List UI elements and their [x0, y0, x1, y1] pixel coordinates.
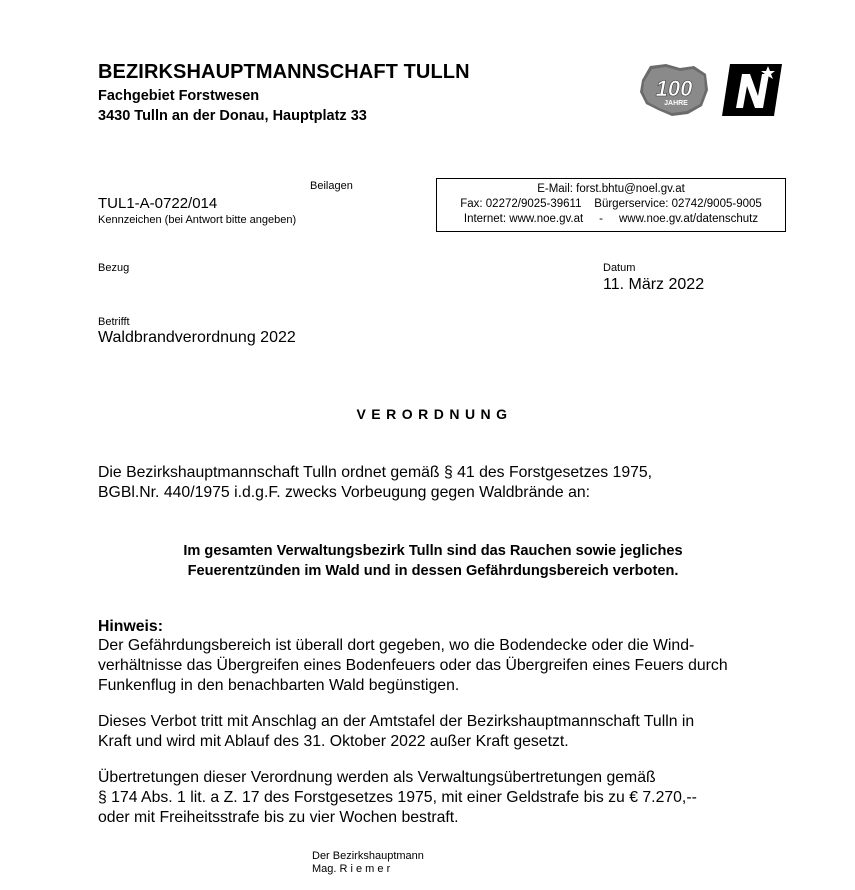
postal-address: 3430 Tulln an der Donau, Hauptplatz 33: [98, 108, 367, 124]
signature-block: [312, 850, 424, 876]
bezug-label: Bezug: [98, 262, 130, 274]
validity-line: Dieses Verbot tritt mit Anschlag an der Amtstafel der Bezirkshauptmannschaft Tulln in: [98, 713, 695, 730]
department-address: [98, 86, 367, 126]
penalty-line: Übertretungen dieser Verordnung werden als Verwaltungsübertretungen gemäß: [98, 769, 656, 786]
hinweis-line: Der Gefährdungsbereich ist überall dort gegeben, wo die Bodendecke oder die Wind-: [98, 637, 695, 654]
validity-line: Kraft und wird mit Ablauf des 31. Oktober 2022 außer Kraft gesetzt.: [98, 733, 569, 750]
logo-jahre-text: JAHRE: [664, 100, 688, 107]
penalty-paragraph: [98, 768, 778, 828]
signature-name: Mag. R i e m e r: [312, 863, 391, 875]
hinweis-paragraph: [98, 636, 778, 696]
department-name: Fachgebiet Forstwesen: [98, 88, 260, 104]
logo-100-text: 100: [655, 76, 693, 101]
decree-paragraph: [98, 541, 768, 581]
hinweis-line: Funkenflug in den benachbarten Wald begünstigen.: [98, 677, 460, 694]
noe-logo: [722, 62, 782, 118]
decree-line: Im gesamten Verwaltungsbezirk Tulln sind das Rauchen sowie jegliches: [183, 543, 683, 559]
100-jahre-logo: [636, 60, 710, 120]
reference-number: TUL1-A-0722/014: [98, 195, 218, 212]
penalty-line: oder mit Freiheitsstrafe bis zu vier Wochen bestraft.: [98, 809, 459, 826]
decree-line: Feuerentzünden im Wald und in dessen Gefährdungsbereich verboten.: [187, 563, 679, 579]
signature-title: Der Bezirkshauptmann: [312, 850, 424, 862]
reference-note: Kennzeichen (bei Antwort bitte angeben): [98, 214, 297, 226]
penalty-line: § 174 Abs. 1 lit. a Z. 17 des Forstgesetzes 1975, mit einer Geldstrafe bis zu € 7.270,--: [98, 789, 697, 806]
contact-email: E-Mail: forst.bhtu@noel.gv.at: [537, 183, 685, 195]
beilagen-label: Beilagen: [310, 180, 353, 192]
authority-name: BEZIRKSHAUPTMANNSCHAFT TULLN: [98, 61, 470, 83]
intro-line: BGBl.Nr. 440/1975 i.d.g.F. zwecks Vorbeugung gegen Waldbrände an:: [98, 484, 591, 501]
document-heading: VERORDNUNG: [356, 406, 513, 422]
hinweis-label: Hinweis:: [98, 618, 163, 635]
contact-box: [436, 178, 786, 232]
contact-fax: Fax: 02272/9025-39611 Bürgerservice: 02742/9005-9005: [460, 198, 762, 210]
betrifft-value: Waldbrandverordnung 2022: [98, 329, 296, 346]
validity-paragraph: [98, 712, 778, 752]
contact-internet: Internet: www.noe.gv.at - www.noe.gv.at/datenschutz: [463, 213, 759, 225]
datum-label: Datum: [603, 262, 636, 274]
hinweis-line: verhältnisse das Übergreifen eines Bodenfeuers oder das Übergreifen eines Feuers durch: [98, 657, 728, 674]
datum-value: 11. März 2022: [603, 276, 705, 293]
intro-paragraph: [98, 463, 778, 503]
intro-line: Die Bezirkshauptmannschaft Tulln ordnet gemäß § 41 des Forstgesetzes 1975,: [98, 464, 653, 481]
betrifft-label: Betrifft: [98, 316, 130, 328]
